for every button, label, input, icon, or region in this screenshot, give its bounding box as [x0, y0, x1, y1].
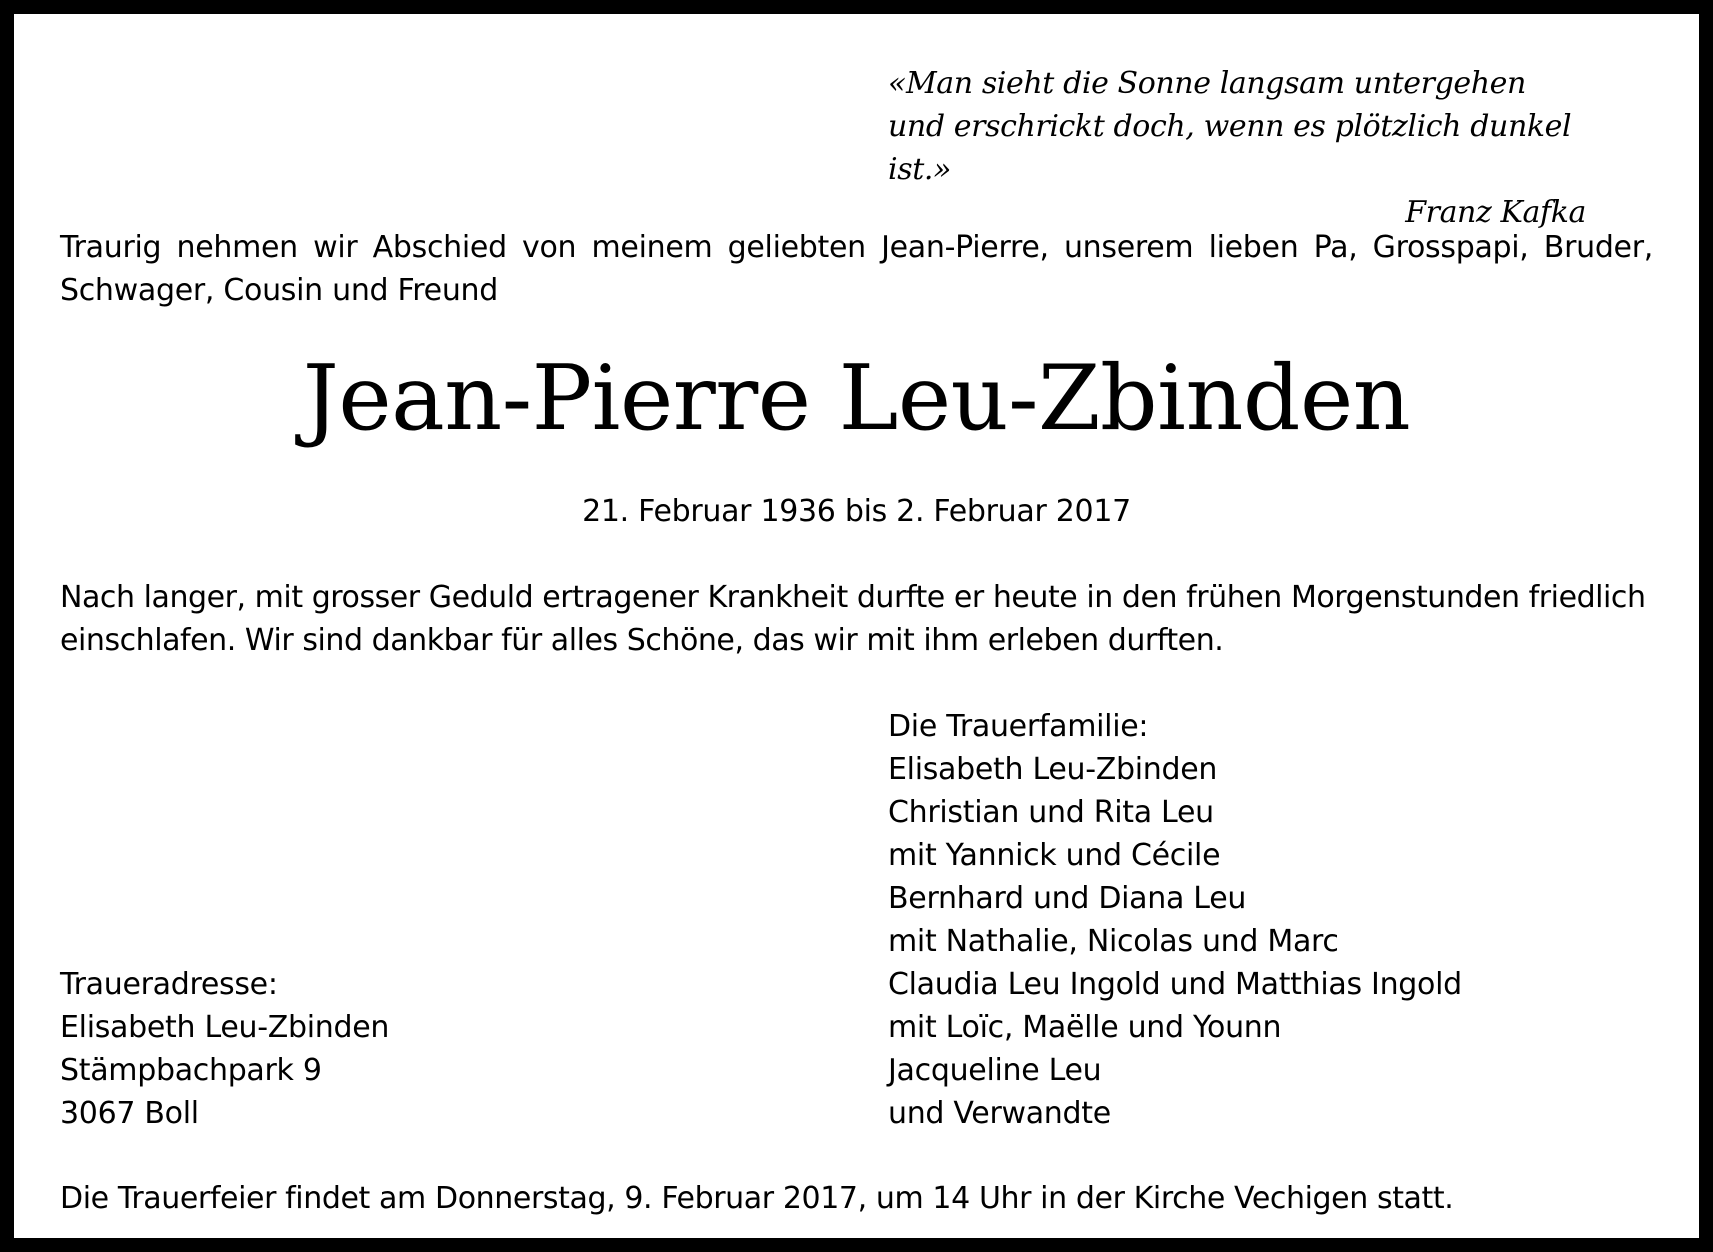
family-member: und Verwandte	[888, 1096, 1111, 1131]
address-heading: Traueradresse:	[60, 967, 278, 1002]
family-member: Elisabeth Leu-Zbinden	[888, 752, 1218, 787]
family-member: mit Nathalie, Nicolas und Marc	[888, 924, 1339, 959]
body-text: Nach langer, mit grosser Geduld ertragener Krankheit durfte er heute in den frühen Morgenstunden friedlich einschlafen. Wir sind dankbar für alles Schöne, das wir mit ihm erleben durften.	[60, 580, 1646, 658]
family-member: Jacqueline Leu	[888, 1053, 1102, 1088]
family-member: Claudia Leu Ingold und Matthias Ingold	[888, 967, 1462, 1002]
life-dates: 21. Februar 1936 bis 2. Februar 2017	[582, 494, 1131, 529]
family-member: mit Yannick und Cécile	[888, 838, 1221, 873]
ceremony-info: Die Trauerfeier findet am Donnerstag, 9. Februar 2017, um 14 Uhr in der Kirche Vechigen statt.	[60, 1181, 1454, 1216]
quote-author: Franz Kafka	[1405, 195, 1586, 230]
obituary-notice	[14, 14, 1699, 1238]
address-line: 3067 Boll	[60, 1096, 199, 1131]
kafka-quote	[888, 62, 1586, 234]
mourning-address	[60, 963, 760, 1135]
family-member: Christian und Rita Leu	[888, 795, 1214, 830]
family-heading: Die Trauerfamilie:	[888, 709, 1149, 744]
address-line: Elisabeth Leu-Zbinden	[60, 1010, 390, 1045]
family-member: mit Loïc, Maëlle und Younn	[888, 1010, 1282, 1045]
intro-text: Traurig nehmen wir Abschied von meinem geliebten Jean-Pierre, unserem lieben Pa, Grosspapi, Bruder, Schwager, Cousin und Freund	[60, 230, 1653, 308]
address-line: Stämpbachpark 9	[60, 1053, 322, 1088]
deceased-name: Jean-Pierre Leu-Zbinden	[302, 346, 1411, 451]
quote-line-1: «Man sieht die Sonne langsam untergehen	[888, 66, 1526, 101]
family-member: Bernhard und Diana Leu	[888, 881, 1247, 916]
quote-line-2: und erschrickt doch, wenn es plötzlich dunkel ist.»	[888, 109, 1572, 187]
mourning-family	[888, 705, 1648, 1135]
